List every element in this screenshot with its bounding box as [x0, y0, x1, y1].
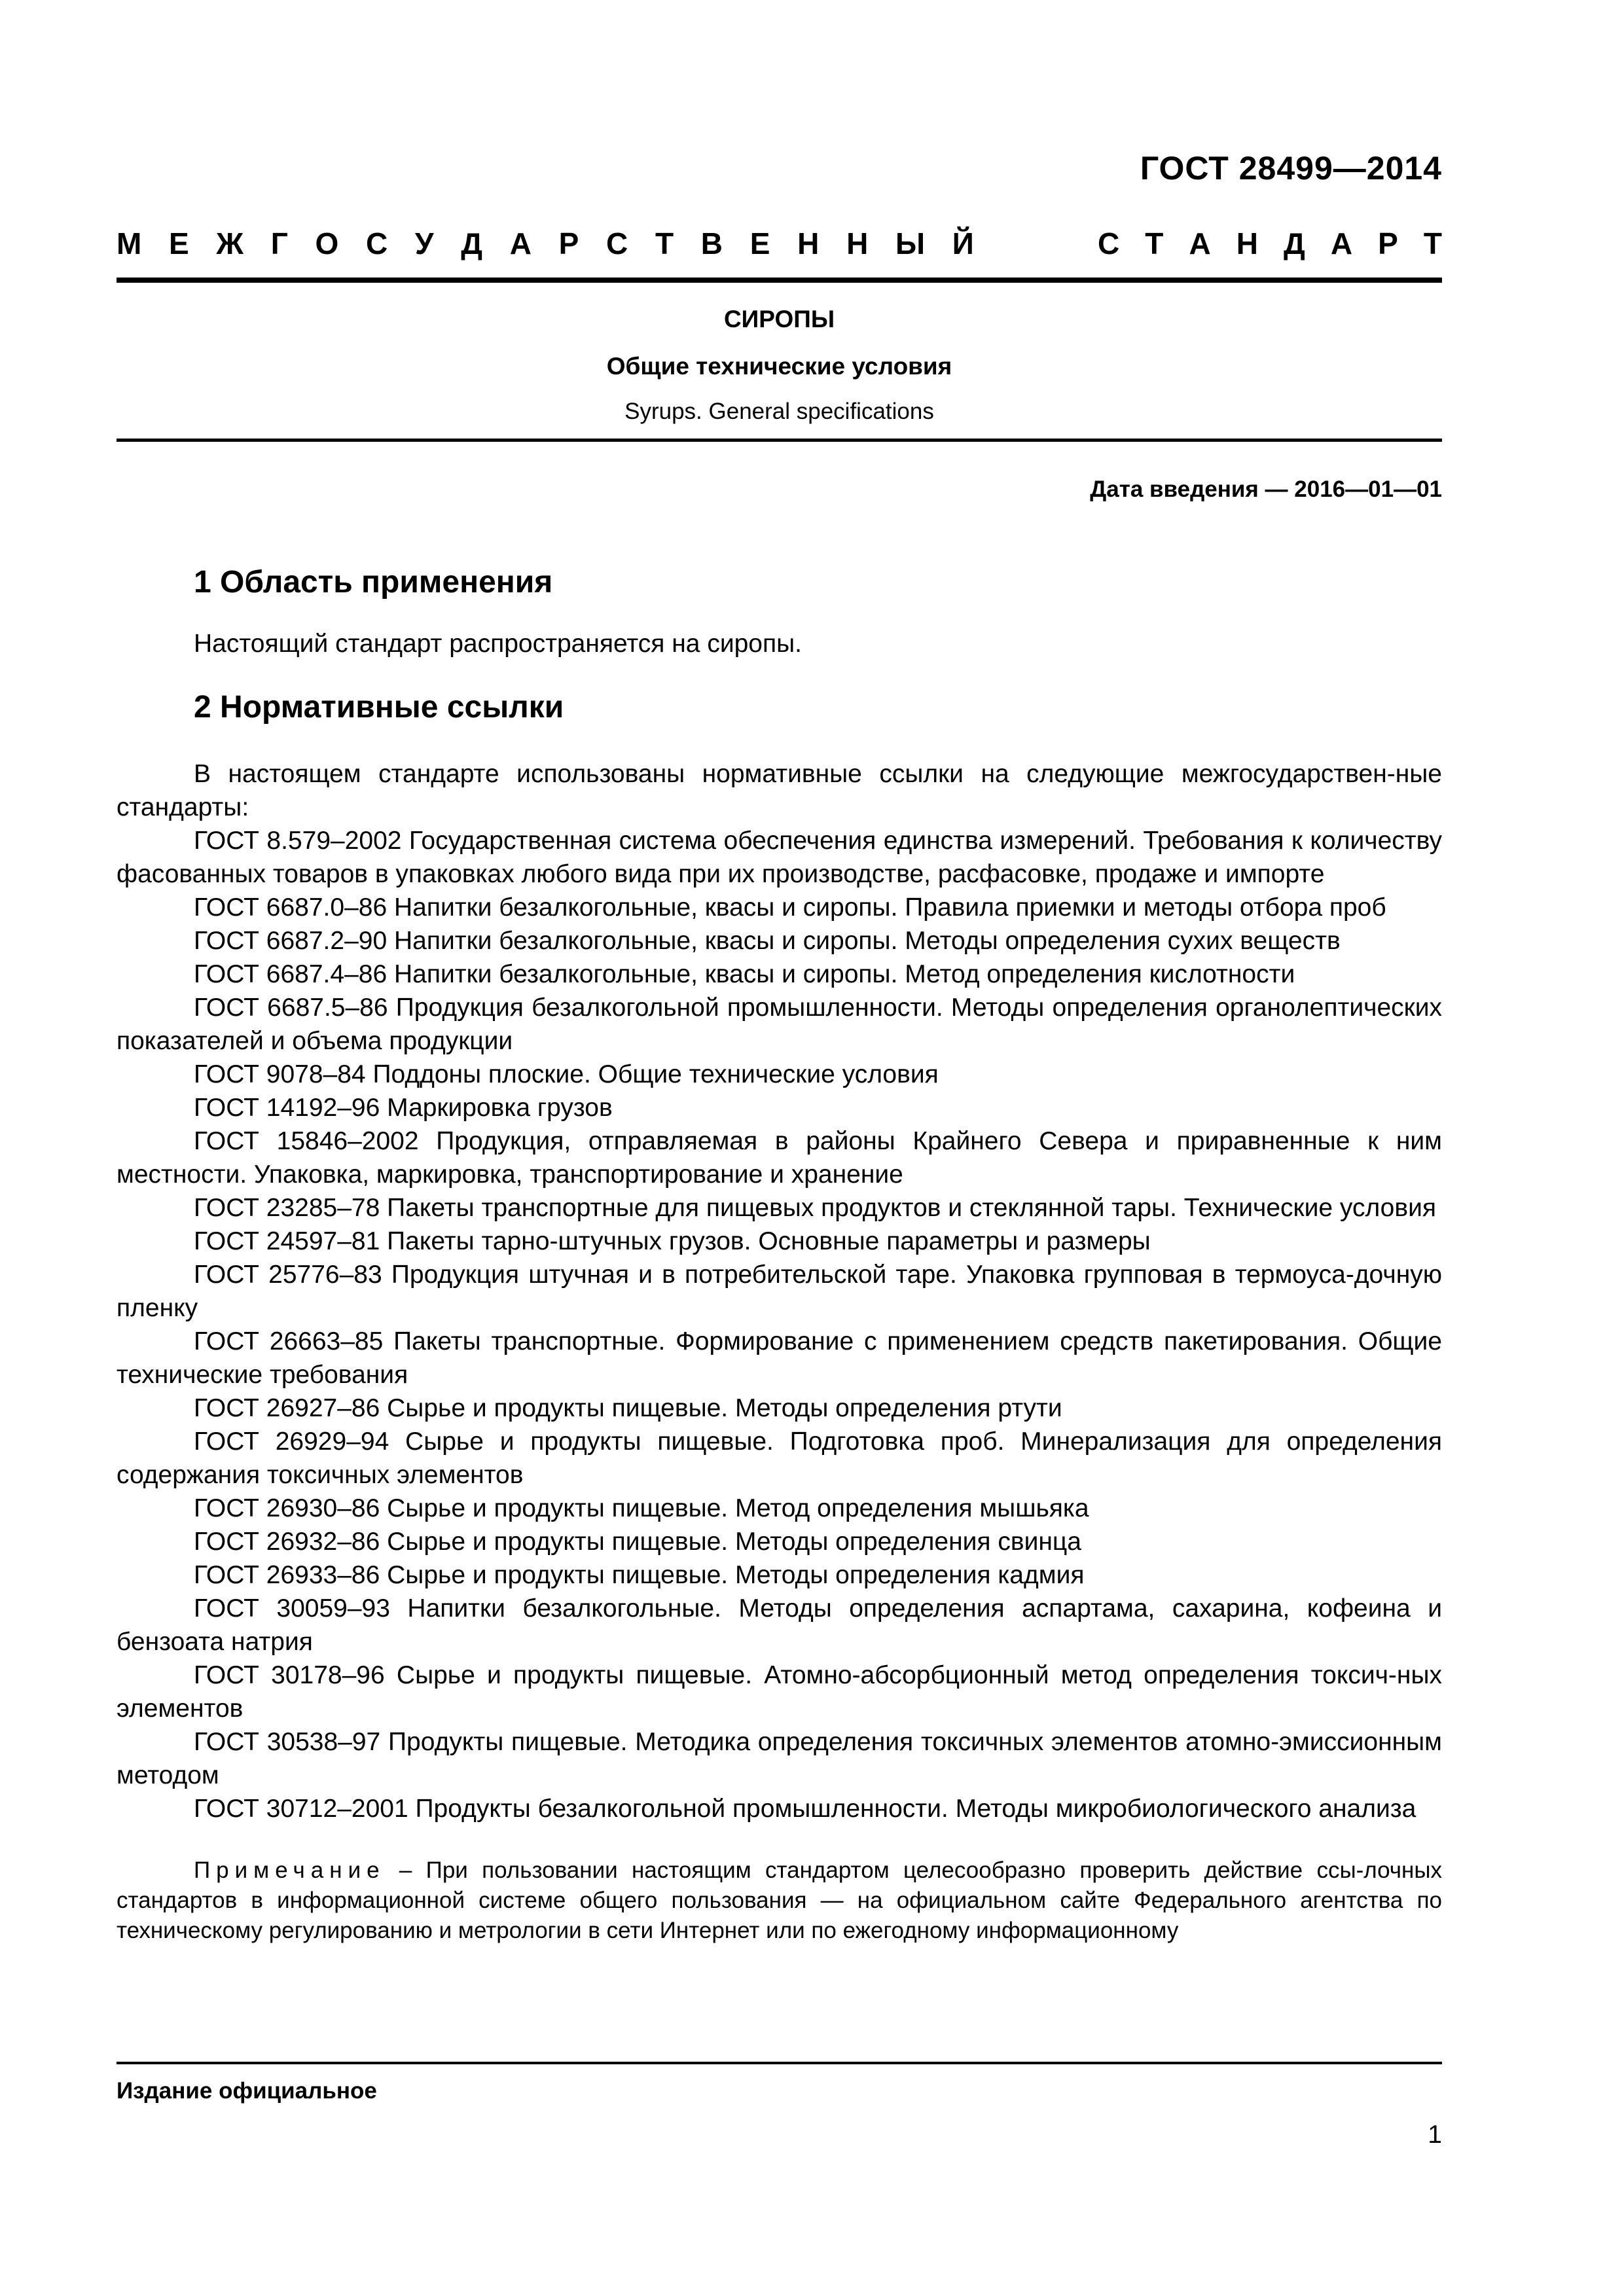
- document-title-english: Syrups. General specifications: [624, 399, 934, 424]
- banner-letter: А: [1189, 226, 1211, 260]
- banner-word-interstate: [117, 226, 974, 261]
- banner-letter: Е: [169, 226, 189, 260]
- banner-letter: Р: [558, 226, 579, 260]
- title-rule: [117, 439, 1442, 442]
- banner-letter: Р: [1378, 226, 1398, 260]
- banner-letter: Т: [655, 226, 674, 260]
- document-title: СИРОПЫ: [723, 306, 835, 332]
- reference-item: ГОСТ 26933–86 Сырье и продукты пищевые. Методы определения кадмия: [194, 1561, 1085, 1589]
- banner-letter: А: [509, 226, 532, 260]
- references-intro: В настоящем стандарте использованы нормативные ссылки на следующие межгосударствен-ные стандарты:: [117, 760, 1442, 821]
- reference-item: ГОСТ 6687.5–86 Продукция безалкогольной промышленности. Методы определения органолептических показателей и объема продукции: [117, 994, 1442, 1055]
- note-label: Примечание: [194, 1857, 386, 1883]
- note-paragraph: [117, 1856, 1442, 1946]
- banner-letter: В: [700, 226, 723, 260]
- banner-letter: Д: [461, 226, 483, 260]
- reference-item: ГОСТ 30538–97 Продукты пищевые. Методика определения токсичных элементов атомно-эмиссионным методом: [117, 1728, 1442, 1789]
- interstate-standard-banner: [117, 226, 1442, 261]
- banner-letter: У: [414, 226, 434, 260]
- header-rule: [117, 278, 1442, 283]
- official-edition-label: Издание официальное: [117, 2078, 377, 2104]
- introduction-date: Дата введения — 2016—01—01: [1090, 476, 1442, 502]
- reference-item: ГОСТ 23285–78 Пакеты транспортные для пищевых продуктов и стеклянной тары. Технические условия: [194, 1194, 1436, 1222]
- banner-letter: Т: [1145, 226, 1164, 260]
- banner-letter: Й: [952, 226, 974, 260]
- reference-item: ГОСТ 26930–86 Сырье и продукты пищевые. Метод определения мышьяка: [194, 1494, 1089, 1522]
- reference-item: ГОСТ 6687.2–90 Напитки безалкогольные, квасы и сиропы. Методы определения сухих веществ: [194, 927, 1341, 955]
- banner-word-standard: [1098, 226, 1442, 261]
- reference-item: ГОСТ 24597–81 Пакеты тарно-штучных грузов. Основные параметры и размеры: [194, 1227, 1151, 1255]
- footer-rule: [117, 2062, 1442, 2064]
- banner-letter: Т: [1423, 226, 1442, 260]
- note-text: – При пользовании настоящим стандартом целесообразно проверить действие ссы-лочных стандартов в информационной системе общего пользования — на официальном сайте Федерального агентства по техническому регулированию и метрологии в сети Интернет или по ежегодному информационному: [117, 1857, 1442, 1943]
- reference-item: ГОСТ 8.579–2002 Государственная система обеспечения единства измерений. Требования к количеству фасованных товаров в упаковках любого вида при их производстве, расфасовке, продаже и импорте: [117, 827, 1442, 888]
- banner-letter: С: [606, 226, 628, 260]
- title-block: [117, 300, 1442, 428]
- banner-letter: Д: [1284, 226, 1305, 260]
- reference-item: ГОСТ 30712–2001 Продукты безалкогольной промышленности. Методы микробиологического анализа: [194, 1795, 1416, 1823]
- document-subtitle: Общие технические условия: [606, 353, 952, 380]
- reference-item: ГОСТ 15846–2002 Продукция, отправляемая в районы Крайнего Севера и приравненные к ним местности. Упаковка, маркировка, транспортирование и хранение: [117, 1127, 1442, 1189]
- reference-item: ГОСТ 26663–85 Пакеты транспортные. Формирование с применением средств пакетирования. Общие технические требования: [117, 1327, 1442, 1389]
- scope-paragraph: Настоящий стандарт распространяется на сиропы.: [194, 630, 802, 658]
- reference-item: ГОСТ 6687.4–86 Напитки безалкогольные, квасы и сиропы. Метод определения кислотности: [194, 960, 1295, 988]
- reference-item: ГОСТ 26927–86 Сырье и продукты пищевые. Методы определения ртути: [194, 1394, 1062, 1422]
- banner-letter: С: [365, 226, 388, 260]
- banner-letter: О: [315, 226, 339, 260]
- banner-letter: Н: [1236, 226, 1258, 260]
- reference-item: ГОСТ 9078–84 Поддоны плоские. Общие технические условия: [194, 1060, 939, 1088]
- reference-item: ГОСТ 30178–96 Сырье и продукты пищевые. Атомно-абсорбционный метод определения токсич-ных элементов: [117, 1661, 1442, 1723]
- standard-designation: ГОСТ 28499—2014: [1140, 150, 1442, 187]
- reference-item: ГОСТ 25776–83 Продукция штучная и в потребительской таре. Упаковка групповая в термоуса-дочную пленку: [117, 1261, 1442, 1322]
- reference-item: ГОСТ 26932–86 Сырье и продукты пищевые. Методы определения свинца: [194, 1528, 1081, 1556]
- document-body: [117, 563, 1442, 1969]
- banner-letter: Е: [749, 226, 770, 260]
- reference-item: ГОСТ 26929–94 Сырье и продукты пищевые. Подготовка проб. Минерализация для определения содержания токсичных элементов: [117, 1427, 1442, 1489]
- banner-letter: А: [1330, 226, 1353, 260]
- banner-letter: С: [1098, 226, 1120, 260]
- reference-item: ГОСТ 6687.0–86 Напитки безалкогольные, квасы и сиропы. Правила приемки и методы отбора проб: [194, 893, 1386, 922]
- banner-letter: М: [117, 226, 142, 260]
- banner-letter: Ж: [216, 226, 244, 260]
- page-number: 1: [1428, 2121, 1442, 2149]
- banner-letter: Ы: [895, 226, 926, 260]
- section-heading-scope: 1 Область применения: [194, 565, 553, 600]
- section-heading-references: 2 Нормативные ссылки: [194, 690, 564, 725]
- banner-letter: Н: [797, 226, 820, 260]
- references-list: [117, 824, 1442, 1825]
- banner-letter: Г: [270, 226, 288, 260]
- reference-item: ГОСТ 14192–96 Маркировка грузов: [194, 1094, 613, 1122]
- banner-letter: Н: [846, 226, 869, 260]
- reference-item: ГОСТ 30059–93 Напитки безалкогольные. Методы определения аспартама, сахарина, кофеина и бензоата натрия: [117, 1594, 1442, 1656]
